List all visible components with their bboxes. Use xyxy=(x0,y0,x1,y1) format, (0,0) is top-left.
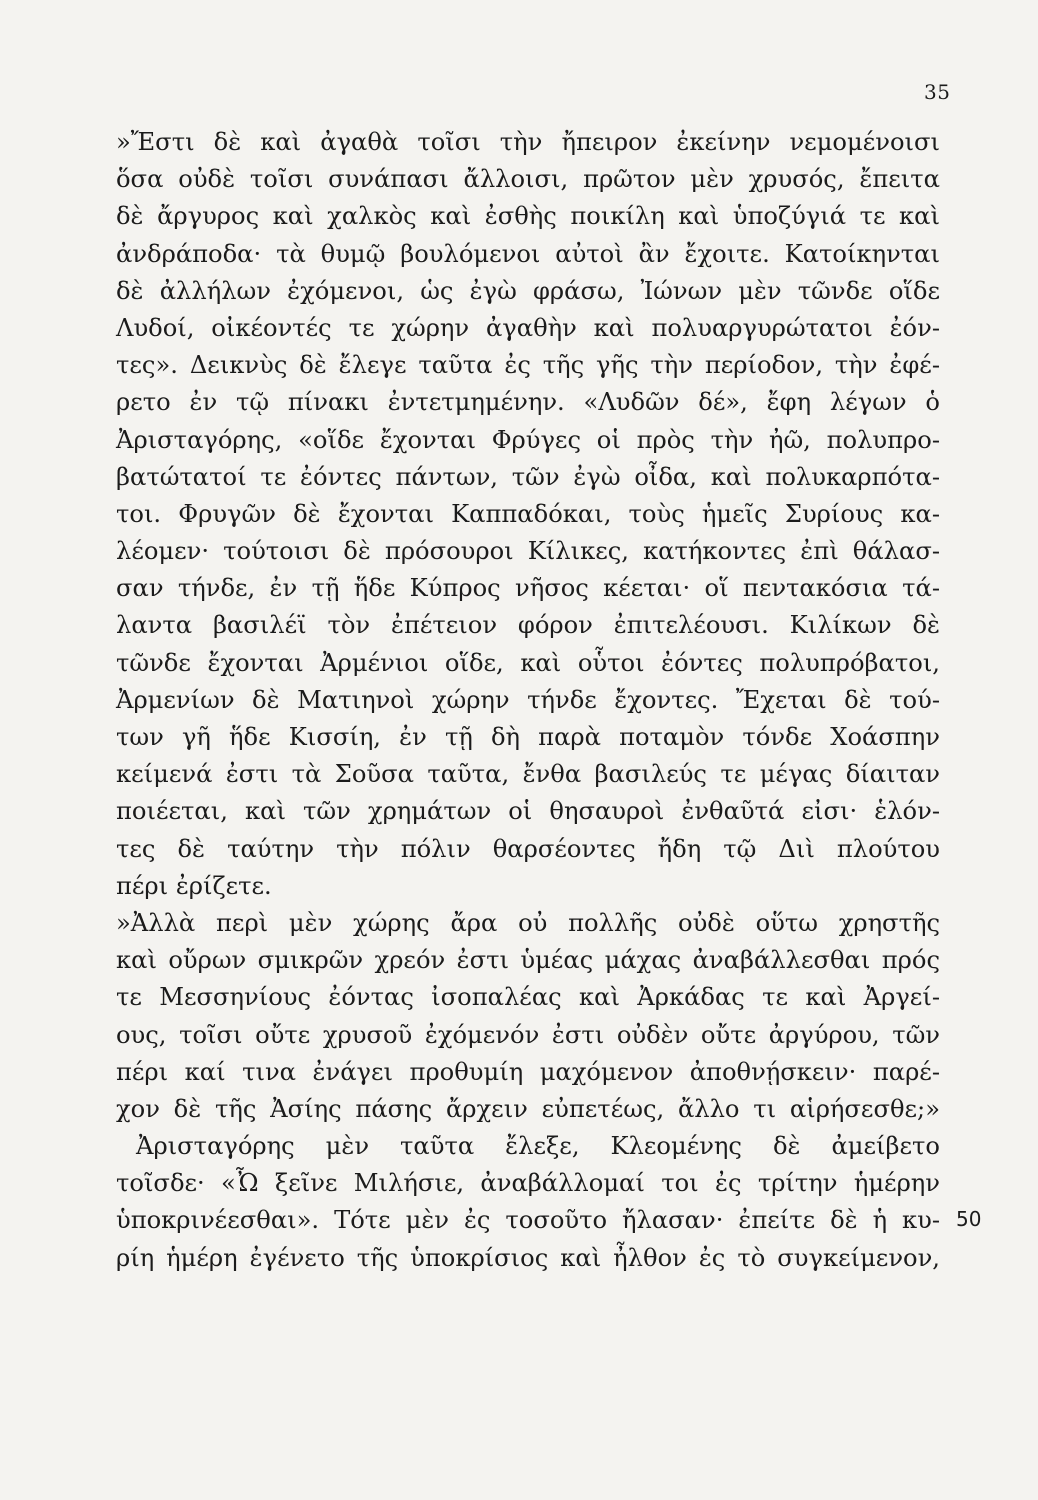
text-line: Ἀρισταγόρης μὲν ταῦτα ἔλεξε, Κλεομένης δὲ ἀμείβετο xyxy=(136,1132,940,1161)
text-block xyxy=(116,124,940,1277)
text-line: ρετο ἐν τῷ πίνακι ἐντετμημένην. «Λυδῶν δέ», ἔφη λέγων ὁ xyxy=(116,388,940,417)
text-line: ὑποκρινέεσθαι». Τότε μὲν ἐς τοσοῦτο ἤλασαν· ἐπείτε δὲ ἡ κυ- xyxy=(116,1206,940,1235)
text-line: τοῖσδε· «Ὦ ξεῖνε Μιλήσιε, ἀναβάλλομαί τοι ἐς τρίτην ἡμέρην xyxy=(116,1169,940,1198)
text-line: λέομεν· τούτοισι δὲ πρόσουροι Κίλικες, κατήκοντες ἐπὶ θάλασ- xyxy=(116,537,940,566)
text-line: ὅσα οὐδὲ τοῖσι συνάπασι ἄλλοισι, πρῶτον μὲν χρυσός, ἔπειτα xyxy=(116,165,940,194)
text-line: τες». Δεικνὺς δὲ ἔλεγε ταῦτα ἐς τῆς γῆς τὴν περίοδον, τὴν ἐφέ- xyxy=(116,351,940,380)
text-line: ἀνδράποδα· τὰ θυμῷ βουλόμενοι αὐτοὶ ἂν ἔχοιτε. Κατοίκηνται xyxy=(116,239,940,268)
text-line: των γῆ ἥδε Κισσίη, ἐν τῇ δὴ παρὰ ποταμὸν τόνδε Χοάσπην xyxy=(116,723,940,751)
text-line: σαν τήνδε, ἐν τῇ ἥδε Κύπρος νῆσος κέεται· οἵ πεντακόσια τά- xyxy=(116,574,940,603)
text-line: πέρι ἐρίζετε. xyxy=(116,871,272,900)
text-line: ποιέεται, καὶ τῶν χρημάτων οἱ θησαυροὶ ἐνθαῦτά εἰσι· ἑλόν- xyxy=(116,797,940,826)
text-line: λαντα βασιλέϊ τὸν ἐπέτειον φόρον ἐπιτελέουσι. Κιλίκων δὲ xyxy=(116,611,940,640)
text-line: τε Μεσσηνίους ἐόντας ἰσοπαλέας καὶ Ἀρκάδας τε καὶ Ἀργεί- xyxy=(116,983,940,1012)
text-line: Ἀρμενίων δὲ Ματιηνοὶ χώρην τήνδε ἔχοντες. Ἔχεται δὲ τού- xyxy=(116,685,940,714)
text-line: χον δὲ τῆς Ἀσίης πάσης ἄρχειν εὐπετέως, ἄλλο τι αἱρήσεσθε;» xyxy=(116,1094,940,1123)
text-line: τες δὲ ταύτην τὴν πόλιν θαρσέοντες ἤδη τῷ Διὶ πλούτου xyxy=(116,834,940,863)
text-line: Λυδοί, οἰκέοντές τε χώρην ἀγαθὴν καὶ πολυαργυρώτατοι ἐόν- xyxy=(116,313,940,342)
text-line: ρίη ἡμέρη ἐγένετο τῆς ὑποκρίσιος καὶ ἦλθον ἐς τὸ συγκείμενον, xyxy=(116,1243,940,1272)
text-line: δὲ ἄργυρος καὶ χαλκὸς καὶ ἐσθὴς ποικίλη καὶ ὑποζύγιά τε καὶ xyxy=(116,202,940,231)
margin-line-number: 50 xyxy=(956,1207,982,1231)
text-line: καὶ οὔρων σμικρῶν χρεόν ἐστι ὑμέας μάχας ἀναβάλλεσθαι πρός xyxy=(116,946,940,975)
text-line: τῶνδε ἔχονται Ἀρμένιοι οἵδε, καὶ οὗτοι ἐόντες πολυπρόβατοι, xyxy=(116,648,940,677)
text-line: »Ἔστι δὲ καὶ ἀγαθὰ τοῖσι τὴν ἤπειρον ἐκείνην νεμομένοισι xyxy=(116,128,940,156)
text-line: πέρι καί τινα ἐνάγει προθυμίη μαχόμενον ἀποθνῄσκειν· παρέ- xyxy=(116,1057,940,1086)
text-line: »Ἀλλὰ περὶ μὲν χώρης ἄρα οὐ πολλῆς οὐδὲ οὕτω χρηστῆς xyxy=(116,908,940,937)
text-line: βατώτατοί τε ἐόντες πάντων, τῶν ἐγὼ οἶδα, καὶ πολυκαρπότα- xyxy=(116,462,940,491)
page-number: 35 xyxy=(924,80,951,104)
text-line: τοι. Φρυγῶν δὲ ἔχονται Καππαδόκαι, τοὺς ἡμεῖς Συρίους κα- xyxy=(116,499,940,528)
text-line: κείμενά ἐστι τὰ Σοῦσα ταῦτα, ἔνθα βασιλεύς τε μέγας δίαιταν xyxy=(116,760,940,789)
text-line: δὲ ἀλλήλων ἐχόμενοι, ὡς ἐγὼ φράσω, Ἰώνων μὲν τῶνδε οἵδε xyxy=(116,276,940,305)
text-line: Ἀρισταγόρης, «οἵδε ἔχονται Φρύγες οἱ πρὸς τὴν ἠῶ, πολυπρο- xyxy=(116,425,940,454)
text-line: ους, τοῖσι οὔτε χρυσοῦ ἐχόμενόν ἐστι οὐδὲν οὔτε ἀργύρου, τῶν xyxy=(116,1020,940,1049)
